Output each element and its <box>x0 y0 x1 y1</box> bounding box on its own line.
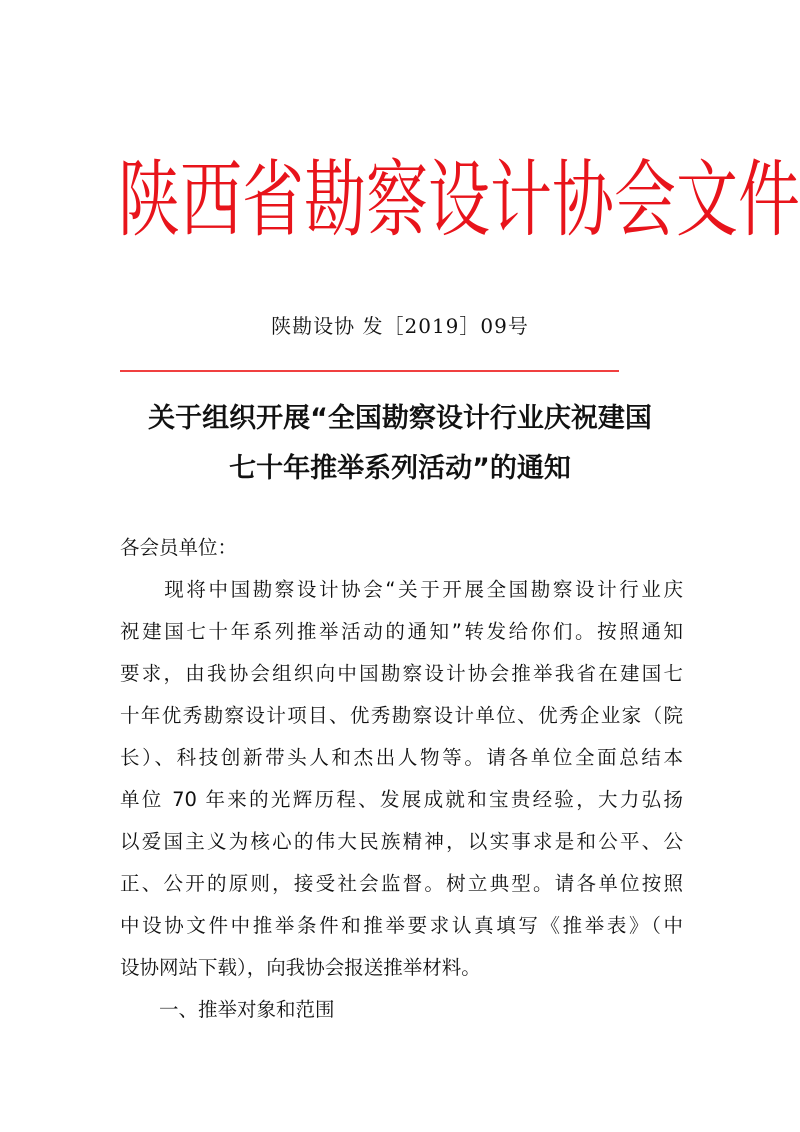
document-number: 陕勘设协 发［2019］09号 <box>271 314 529 338</box>
body-line: 正、公开的原则，接受社会监督。树立典型。请各单位按照 <box>120 872 683 895</box>
body-line: 十年优秀勘察设计项目、优秀勘察设计单位、优秀企业家（院 <box>120 704 683 727</box>
body-line: 设协网站下载），向我协会报送推举材料。 <box>120 956 481 979</box>
body-line: 单位 70 年来的光辉历程、发展成就和宝贵经验，大力弘扬 <box>120 788 683 811</box>
notice-title-line-2: 七十年推举系列活动”的通知 <box>229 453 571 484</box>
body-line: 祝建国七十年系列推举活动的通知”转发给你们。按照通知 <box>120 620 683 643</box>
section-heading: 一、推举对象和范围 <box>120 998 335 1021</box>
body-line: 长）、科技创新带头人和杰出人物等。请各单位全面总结本 <box>120 746 683 769</box>
body-line: 现将中国勘察设计协会“关于开展全国勘察设计行业庆 <box>120 578 683 601</box>
red-divider-line <box>120 370 619 372</box>
document-masthead: 陕西省勘察设计协会文件 <box>118 150 800 249</box>
salutation: 各会员单位： <box>120 536 238 559</box>
body-line: 中设协文件中推举条件和推举要求认真填写《推举表》（中 <box>120 914 683 937</box>
notice-title-line-1: 关于组织开展“全国勘察设计行业庆祝建国 <box>148 403 652 434</box>
body-line: 以爱国主义为核心的伟大民族精神，以实事求是和公平、公 <box>120 830 683 853</box>
body-line: 要求，由我协会组织向中国勘察设计协会推举我省在建国七 <box>120 662 683 685</box>
